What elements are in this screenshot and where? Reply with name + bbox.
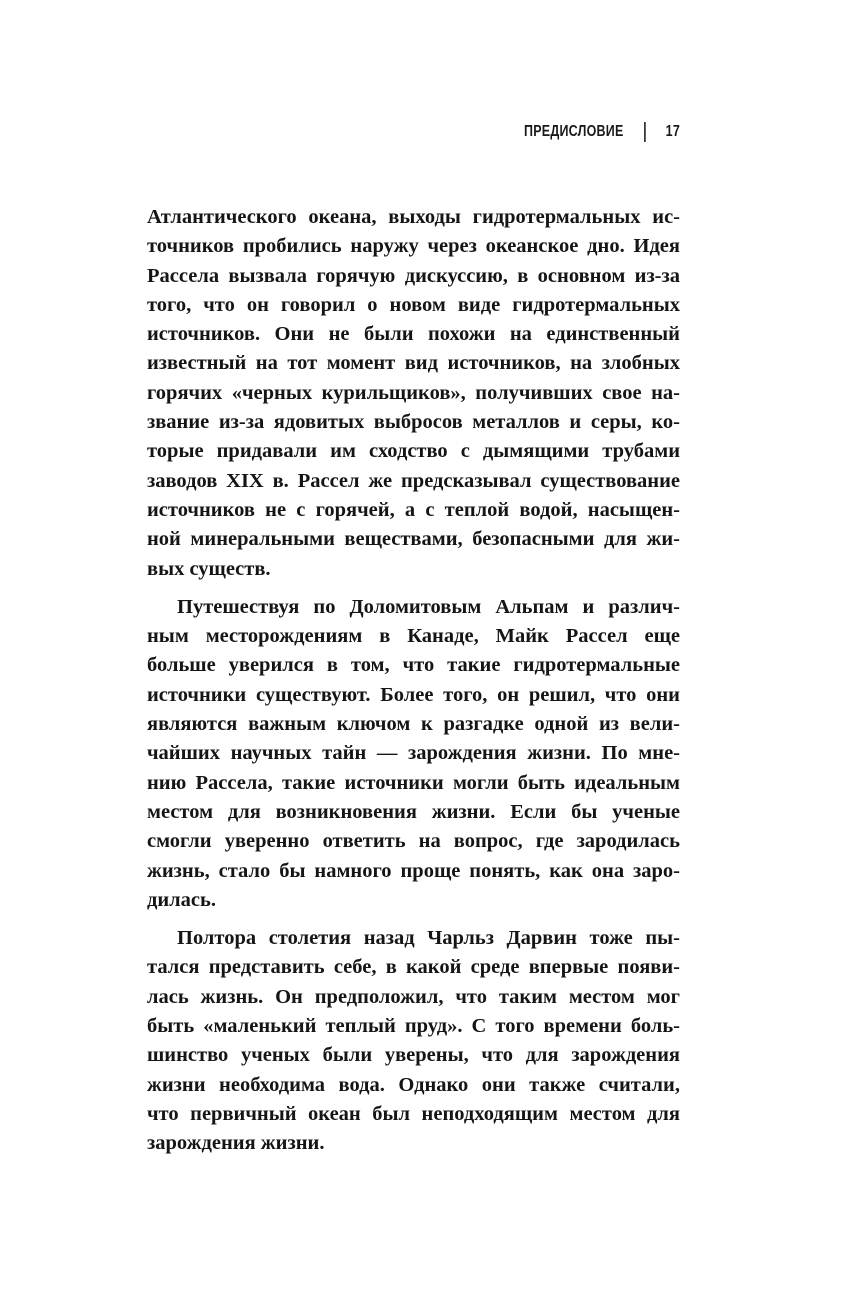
text-line: Полтора столетия назад Чарльз Дарвин тоже пы- (177, 927, 680, 950)
text-line: являются важным ключом к разгадке одной из вели- (147, 713, 680, 736)
text-line: точников пробились наружу через океанское дно. Идея (147, 235, 680, 258)
paragraph (147, 593, 680, 915)
body-text (147, 203, 680, 1159)
text-line: звание из-за ядовитых выбросов металлов и серы, ко- (147, 411, 680, 434)
text-line: больше уверился в том, что такие гидротермальные (147, 654, 680, 677)
text-line: зарождения жизни. (147, 1132, 325, 1155)
text-line: источников не с горячей, а с теплой водой, насыщен- (147, 498, 680, 521)
text-line: Рассела вызвала горячую дискуссию, в основном из-за (147, 264, 680, 287)
text-line: местом для возникновения жизни. Если бы ученые (147, 800, 680, 823)
text-line: чайших научных тайн — зарождения жизни. По мне- (147, 742, 680, 765)
text-line: Путешествуя по Доломитовым Альпам и различ- (177, 595, 680, 618)
text-line: шинство ученых были уверены, что для зарождения (147, 1044, 680, 1067)
text-line: нию Рассела, такие источники могли быть идеальным (147, 771, 680, 794)
text-line: ным месторождениям в Канаде, Майк Рассел еще (147, 625, 680, 648)
text-line: лась жизнь. Он предположил, что таким местом мог (147, 985, 680, 1008)
text-line: источники существуют. Более того, он решил, что они (147, 683, 680, 706)
text-line: заводов XIX в. Рассел же предсказывал существование (147, 469, 680, 492)
text-line: быть «маленький теплый пруд». С того времени боль- (147, 1015, 680, 1038)
text-line: дилась. (147, 888, 216, 911)
running-header (524, 121, 680, 143)
text-line: Атлантического океана, выходы гидротермальных ис- (147, 206, 680, 228)
text-line: жизни необходима вода. Однако они также считали, (147, 1073, 680, 1096)
header-divider (644, 122, 646, 142)
text-line: тался представить себе, в какой среде впервые появи- (147, 956, 680, 979)
paragraph (147, 924, 680, 1158)
section-title: ПРЕДИСЛОВИЕ (523, 123, 624, 140)
text-line: торые придавали им сходство с дымящими трубами (147, 440, 680, 463)
text-line: жизнь, стало бы намного проще понять, как она заро- (147, 859, 680, 882)
page-number: 17 (665, 123, 680, 140)
text-line: вых существ. (147, 557, 271, 580)
paragraph (147, 203, 680, 584)
text-line: что первичный океан был неподходящим местом для (147, 1102, 680, 1125)
text-line: ной минеральными веществами, безопасными для жи- (147, 528, 680, 551)
text-line: известный на тот момент вид источников, на злобных (147, 352, 680, 375)
text-line: источников. Они не были похожи на единственный (147, 323, 680, 346)
text-line: смогли уверенно ответить на вопрос, где зародилась (147, 830, 680, 853)
text-line: горячих «черных курильщиков», получивших свое на- (147, 381, 680, 404)
text-line: того, что он говорил о новом виде гидротермальных (147, 293, 680, 316)
